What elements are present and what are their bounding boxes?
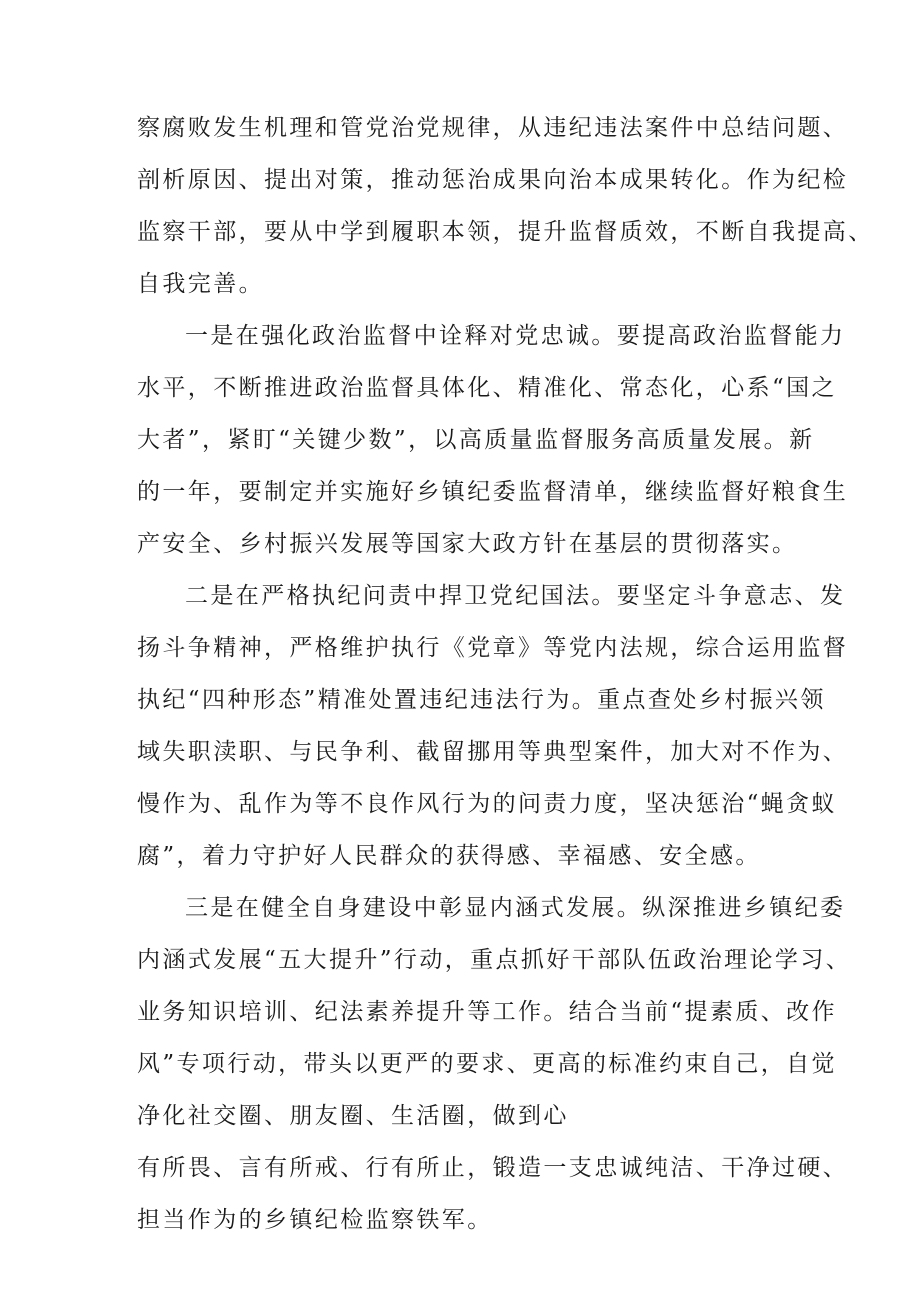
paragraph-4-line-1: 三是在健全自身建设中彰显内涵式发展。纵深推进乡镇纪委: [185, 895, 846, 921]
paragraph-3-line-2: 扬斗争精神，严格维护执行《党章》等党内法规，综合运用监督: [137, 635, 849, 661]
paragraph-4-line-5: 净化社交圈、朋友圈、生活圈，做到心: [137, 1103, 569, 1129]
paragraph-2-line-4: 的一年，要制定并实施好乡镇纪委监督清单，继续监督好粮食生: [137, 479, 849, 505]
paragraph-1-line-2: 剖析原因、提出对策，推动惩治成果向治本成果转化。作为纪检: [137, 167, 849, 193]
paragraph-3-line-6: 腐”，着力守护好人民群众的获得感、幸福感、安全感。: [137, 843, 761, 869]
paragraph-2-line-5: 产安全、乡村振兴发展等国家大政方针在基层的贯彻落实。: [137, 531, 798, 557]
paragraph-4-line-7: 担当作为的乡镇纪检监察铁军。: [137, 1207, 493, 1233]
paragraph-4-line-4: 风”专项行动，带头以更严的要求、更高的标准约束自己，自觉: [137, 1051, 837, 1077]
paragraph-3-line-5: 慢作为、乱作为等不良作风行为的问责力度，坚决惩治“蝇贪蚁: [137, 791, 837, 817]
paragraph-1-line-4: 自我完善。: [137, 271, 264, 297]
paragraph-2-line-3: 大者”，紧盯“关键少数”，以高质量监督服务高质量发展。新: [137, 427, 815, 453]
paragraph-1-line-1: 察腐败发生机理和管党治党规律，从违纪违法案件中总结问题、: [137, 115, 849, 141]
paragraph-4-line-6: 有所畏、言有所戒、行有所止，锻造一支忠诚纯洁、干净过硬、: [137, 1155, 849, 1181]
paragraph-2-line-2: 水平，不断推进政治监督具体化、精准化、常态化，心系“国之: [137, 375, 837, 401]
paragraph-4-line-3: 业务知识培训、纪法素养提升等工作。结合当前“提素质、改作: [137, 999, 837, 1025]
paragraph-1-line-3: 监察干部，要从中学到履职本领，提升监督质效，不断自我提高、: [137, 219, 874, 245]
paragraph-3-line-4: 域失职渎职、与民争利、截留挪用等典型案件，加大对不作为、: [137, 739, 849, 765]
document-body: [137, 102, 874, 1246]
paragraph-4-line-2: 内涵式发展“五大提升”行动，重点抓好干部队伍政治理论学习、: [137, 947, 852, 973]
paragraph-2-line-1: 一是在强化政治监督中诠释对党忠诚。要提高政治监督能力: [185, 323, 846, 349]
paragraph-3-line-3: 执纪“四种形态”精准处置违纪违法行为。重点查处乡村振兴领: [137, 687, 826, 713]
paragraph-3-line-1: 二是在严格执纪问责中捍卫党纪国法。要坚定斗争意志、发: [185, 583, 846, 609]
